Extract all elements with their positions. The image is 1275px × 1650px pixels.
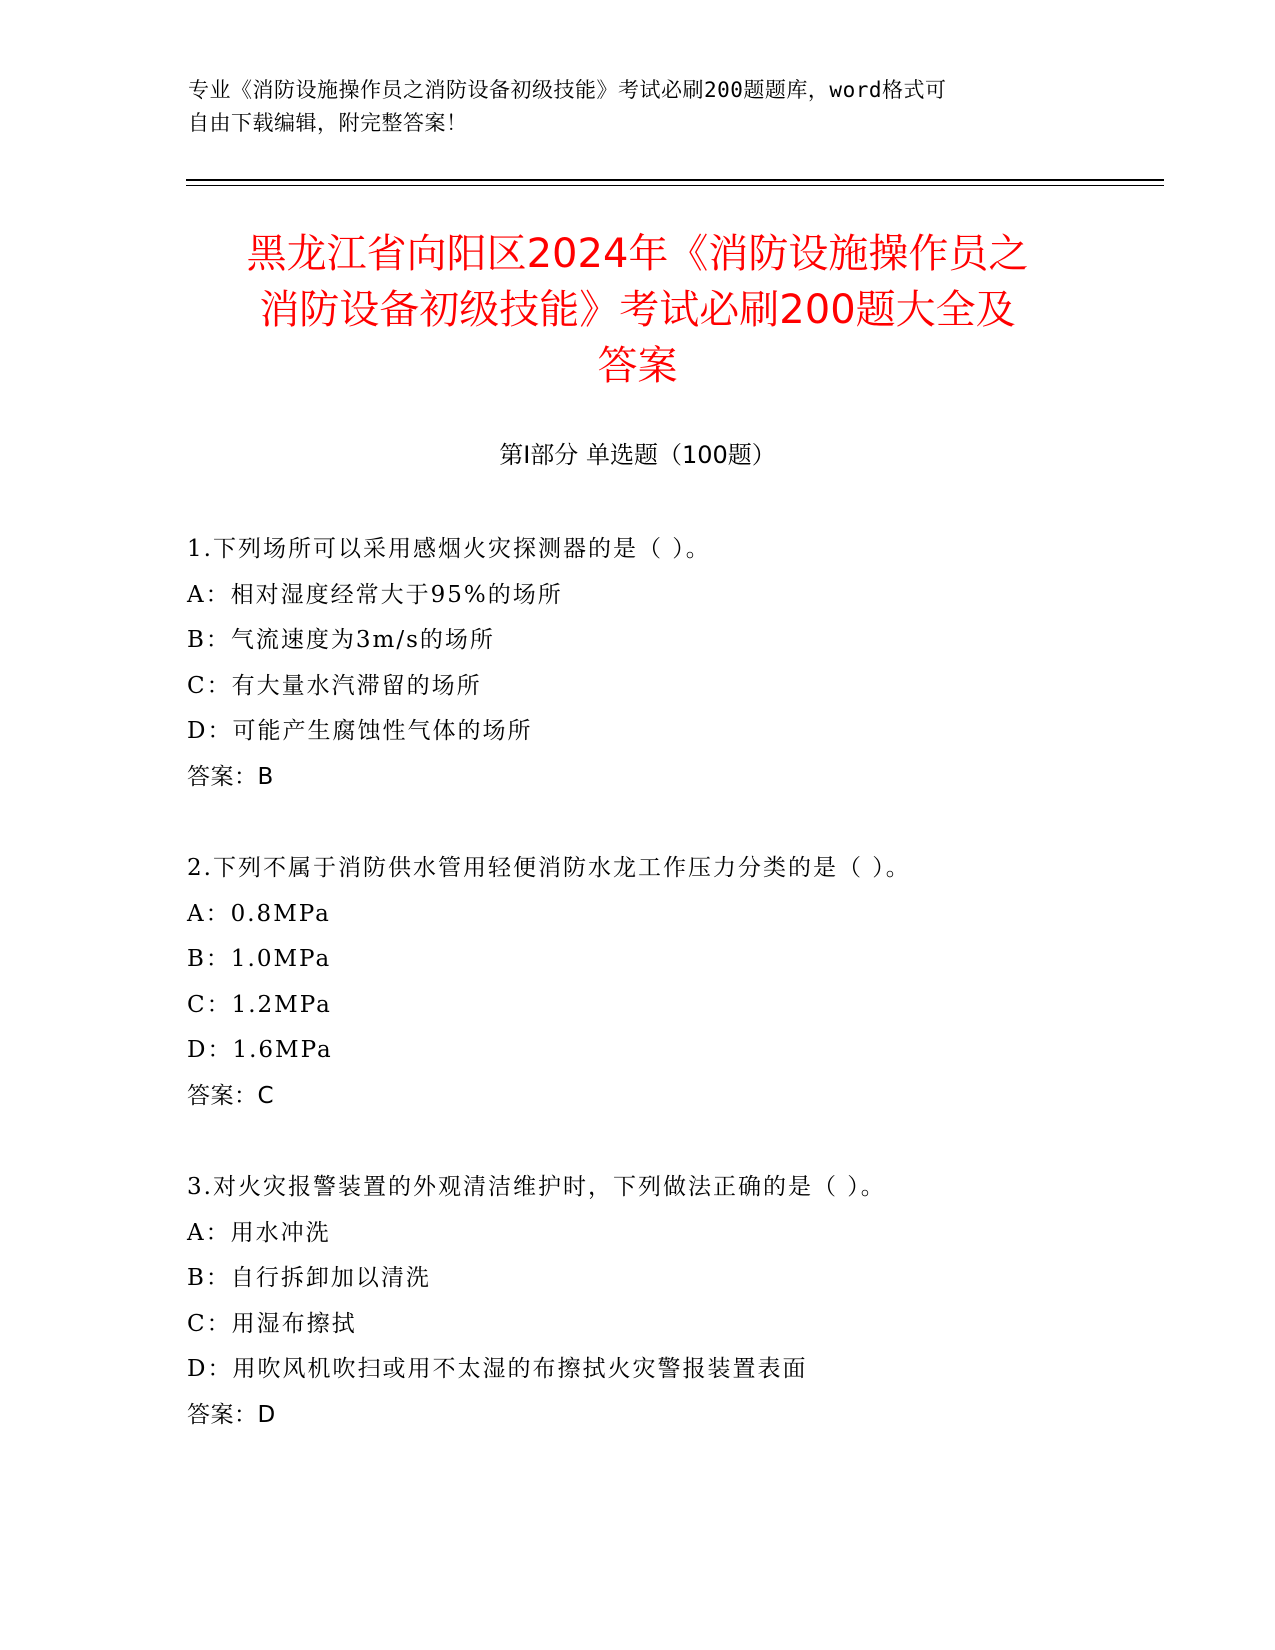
option-d: D：可能产生腐蚀性气体的场所 bbox=[187, 718, 533, 744]
question-stem: 1.下列场所可以采用感烟火灾探测器的是（ ）。 bbox=[187, 536, 711, 562]
answer: 答案：C bbox=[187, 1082, 275, 1109]
option-a: A：相对湿度经常大于95%的场所 bbox=[187, 581, 563, 608]
header-note-line-2: 自由下载编辑，附完整答案！ bbox=[188, 111, 468, 135]
question-stem: 2.下列不属于消防供水管用轻便消防水龙工作压力分类的是（ ）。 bbox=[187, 855, 911, 881]
header-divider-thick bbox=[186, 179, 1164, 181]
question-2 bbox=[187, 846, 1107, 1119]
document-title bbox=[150, 226, 1125, 394]
option-b: B：自行拆卸加以清洗 bbox=[187, 1265, 431, 1291]
option-c: C：用湿布擦拭 bbox=[187, 1310, 357, 1337]
document-title-line-2: 消防设备初级技能》考试必刷200题大全及 bbox=[259, 287, 1016, 333]
option-d: D：用吹风机吹扫或用不太湿的布擦拭火灾警报装置表面 bbox=[187, 1356, 808, 1382]
header-divider-thin bbox=[186, 185, 1164, 186]
answer: 答案：B bbox=[187, 763, 274, 790]
document-title-line-1: 黑龙江省向阳区2024年《消防设施操作员之 bbox=[246, 231, 1029, 277]
question-3 bbox=[187, 1165, 1107, 1438]
option-a: A：用水冲洗 bbox=[187, 1219, 331, 1246]
option-d: D：1.6MPa bbox=[187, 1037, 333, 1063]
option-c: C：1.2MPa bbox=[187, 991, 332, 1018]
option-a: A：0.8MPa bbox=[187, 900, 331, 927]
option-b: B：1.0MPa bbox=[187, 946, 332, 972]
option-b: B：气流速度为3m/s的场所 bbox=[187, 627, 495, 653]
answer: 答案：D bbox=[187, 1401, 276, 1428]
header-note bbox=[188, 74, 1088, 140]
document-title-line-3: 答案 bbox=[597, 343, 678, 389]
option-c: C：有大量水汽滞留的场所 bbox=[187, 672, 482, 699]
header-note-line-1: 专业《消防设施操作员之消防设备初级技能》考试必刷200题题库，word格式可 bbox=[188, 78, 947, 102]
question-1 bbox=[187, 527, 1107, 800]
section-title: 第Ⅰ部分 单选题（100题） bbox=[499, 441, 776, 469]
question-stem: 3.对火灾报警装置的外观清洁维护时，下列做法正确的是（ ）。 bbox=[187, 1174, 886, 1200]
